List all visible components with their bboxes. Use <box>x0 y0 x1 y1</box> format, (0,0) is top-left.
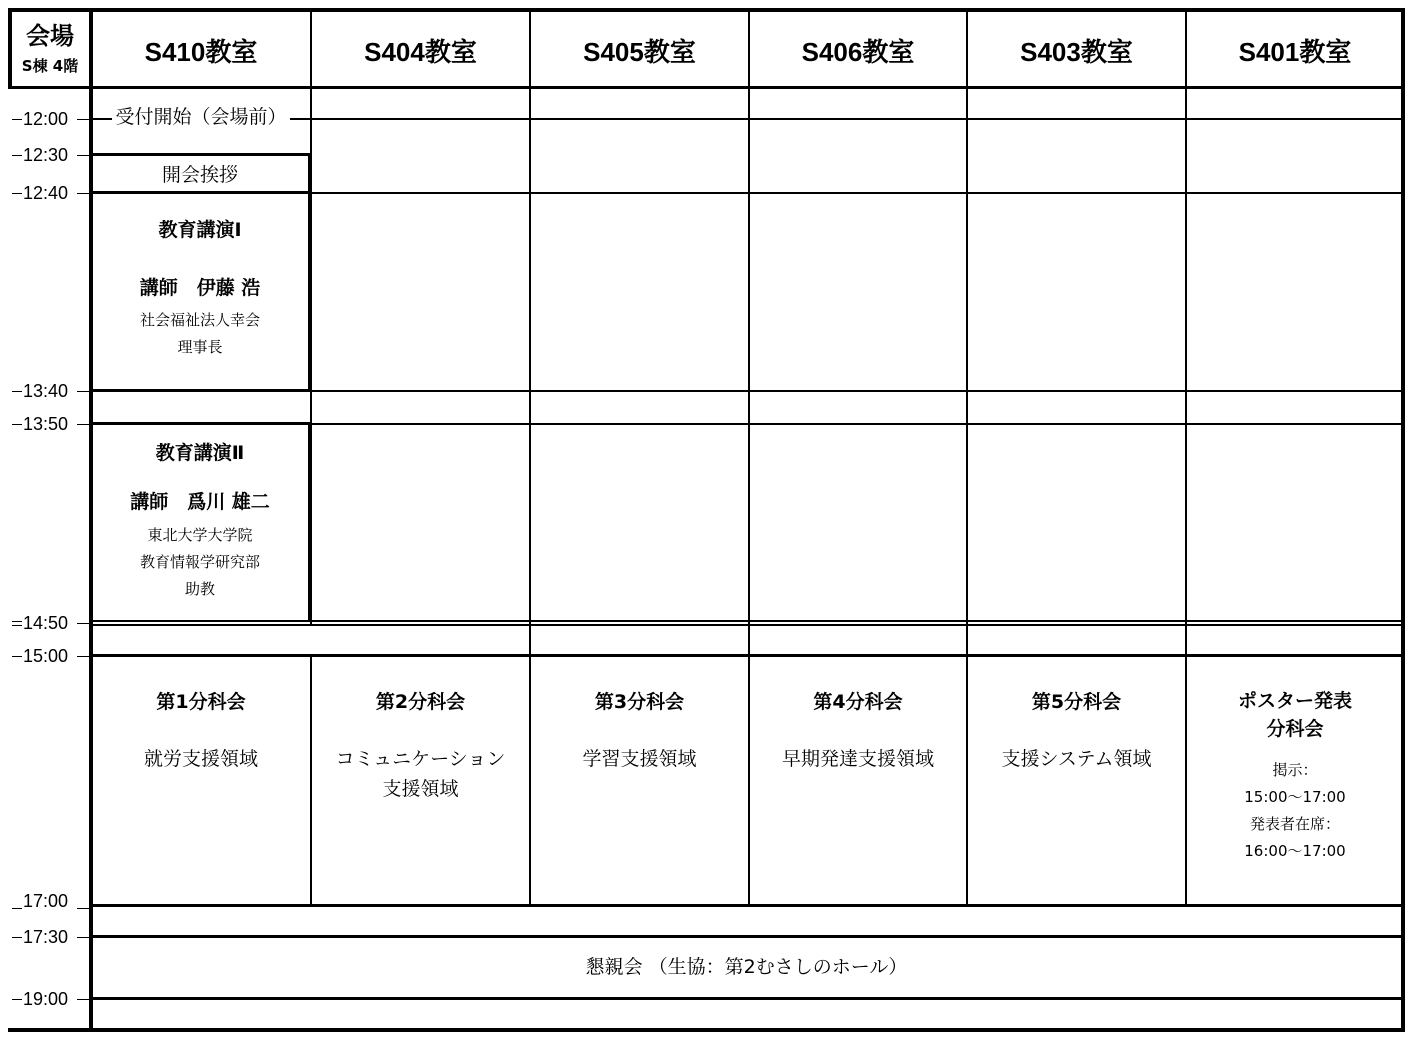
time-tick <box>77 999 89 1000</box>
reception-party: 懇親会 （生協：第2むさしのホール） <box>585 956 908 978</box>
time-label: 14:50 <box>23 613 69 633</box>
time-tick <box>12 625 22 626</box>
lecture-affiliation: 理事長 <box>177 338 223 356</box>
lecture-affiliation: 社会福祉法人幸会 <box>139 311 260 329</box>
lecture-2 <box>92 441 308 603</box>
venue-sublabel: S棟 4階 <box>21 57 79 75</box>
time-tick <box>12 119 22 120</box>
row-line <box>290 118 1403 120</box>
time-tick <box>12 656 22 657</box>
time-label: 13:40 <box>23 381 69 401</box>
row-line <box>310 423 1403 425</box>
time-tick <box>77 424 89 425</box>
lecture-affiliation: 東北大学大学院 <box>147 526 253 544</box>
time-label: 12:00 <box>23 109 69 129</box>
time-tick <box>77 908 89 909</box>
lecture-speaker: 講師 伊藤 浩 <box>139 277 261 299</box>
row-line <box>90 191 310 194</box>
time-tick <box>12 999 22 1000</box>
session-area: 学習支援領域 <box>582 748 697 770</box>
col-divider <box>1185 625 1187 655</box>
col-divider <box>1185 88 1187 626</box>
session-area: コミュニケーション <box>335 748 506 770</box>
lecture-1 <box>92 218 308 361</box>
col-divider <box>966 88 968 626</box>
time-label: 12:30 <box>23 145 69 165</box>
row-line <box>90 935 1403 938</box>
time-label: 19:00 <box>23 989 69 1009</box>
lecture-speaker: 講師 爲川 雄二 <box>130 491 270 513</box>
row-line <box>310 390 1403 392</box>
frame-bottom <box>8 1028 1405 1032</box>
time-tick <box>77 623 89 624</box>
poster-detail: 発表者在席： <box>1249 815 1340 833</box>
session-title: 第5分科会 <box>1031 691 1122 713</box>
time-tick <box>12 937 22 938</box>
row-line <box>90 624 1403 626</box>
room-header: S403教室 <box>1020 36 1133 67</box>
row-line <box>310 192 1403 194</box>
time-tick <box>12 155 22 156</box>
session-area: 支援システム領域 <box>1001 748 1152 770</box>
room-header: S410教室 <box>144 36 258 67</box>
reception-text: 受付開始（会場前） <box>112 105 290 129</box>
time-label: 12:40 <box>23 183 69 203</box>
session-area: 早期発達支援領域 <box>781 748 934 770</box>
time-label: 17:00 <box>23 891 69 911</box>
col-divider <box>529 625 531 655</box>
session-2 <box>312 690 529 804</box>
lecture-border <box>308 422 311 622</box>
poster-detail: 掲示： <box>1272 761 1318 779</box>
row-line <box>90 422 310 425</box>
poster-detail: 15:00〜17:00 <box>1244 788 1346 806</box>
frame-right <box>1401 8 1405 1032</box>
session-title: 分科会 <box>1266 718 1324 740</box>
row-line <box>90 997 1403 1000</box>
time-tick <box>77 391 89 392</box>
time-tick <box>12 424 22 425</box>
session-1 <box>92 690 310 774</box>
time-tick <box>77 656 89 657</box>
session-4 <box>750 690 966 774</box>
row-line <box>90 620 1403 622</box>
time-tick <box>77 119 89 120</box>
time-tick <box>77 937 89 938</box>
row-line <box>90 389 310 392</box>
lecture-title: 教育講演Ⅱ <box>155 442 245 464</box>
time-label: 13:50 <box>23 414 69 434</box>
room-header: S405教室 <box>583 36 696 67</box>
lecture-border <box>308 153 311 392</box>
session-area: 支援領域 <box>382 778 459 800</box>
session-title: 第4分科会 <box>813 691 903 713</box>
session-3 <box>531 690 748 774</box>
time-label: 15:00 <box>23 646 69 666</box>
time-tick <box>12 391 22 392</box>
lecture-title: 教育講演Ⅰ <box>158 219 242 241</box>
col-divider <box>966 625 968 655</box>
room-header: S404教室 <box>364 36 477 67</box>
lecture-affiliation: 助教 <box>184 580 215 598</box>
col-divider <box>748 625 750 655</box>
session-title: 第2分科会 <box>375 691 466 713</box>
session-poster <box>1187 687 1403 865</box>
venue-label: 会場 <box>26 22 74 50</box>
row-line <box>90 118 112 120</box>
session-title: 第1分科会 <box>156 691 246 713</box>
session-title: 第3分科会 <box>594 691 685 713</box>
col-divider <box>748 88 750 626</box>
time-tick <box>12 193 22 194</box>
time-tick <box>77 193 89 194</box>
session-title: ポスター発表 <box>1237 690 1352 712</box>
lecture-affiliation: 教育情報学研究部 <box>139 553 260 571</box>
poster-detail: 16:00〜17:00 <box>1244 842 1346 860</box>
time-label: 17:30 <box>23 927 69 947</box>
room-header: S401教室 <box>1238 36 1352 67</box>
time-tick <box>12 908 22 909</box>
row-line <box>90 153 310 156</box>
time-tick <box>77 155 89 156</box>
time-tick <box>12 621 22 622</box>
session-area: 就労支援領域 <box>143 748 258 770</box>
room-header: S406教室 <box>801 36 915 67</box>
opening-remarks: 開会挨拶 <box>161 164 238 186</box>
session-5 <box>968 690 1185 774</box>
col-divider <box>529 88 531 626</box>
row-line <box>90 654 1403 657</box>
row-line <box>90 904 1403 907</box>
